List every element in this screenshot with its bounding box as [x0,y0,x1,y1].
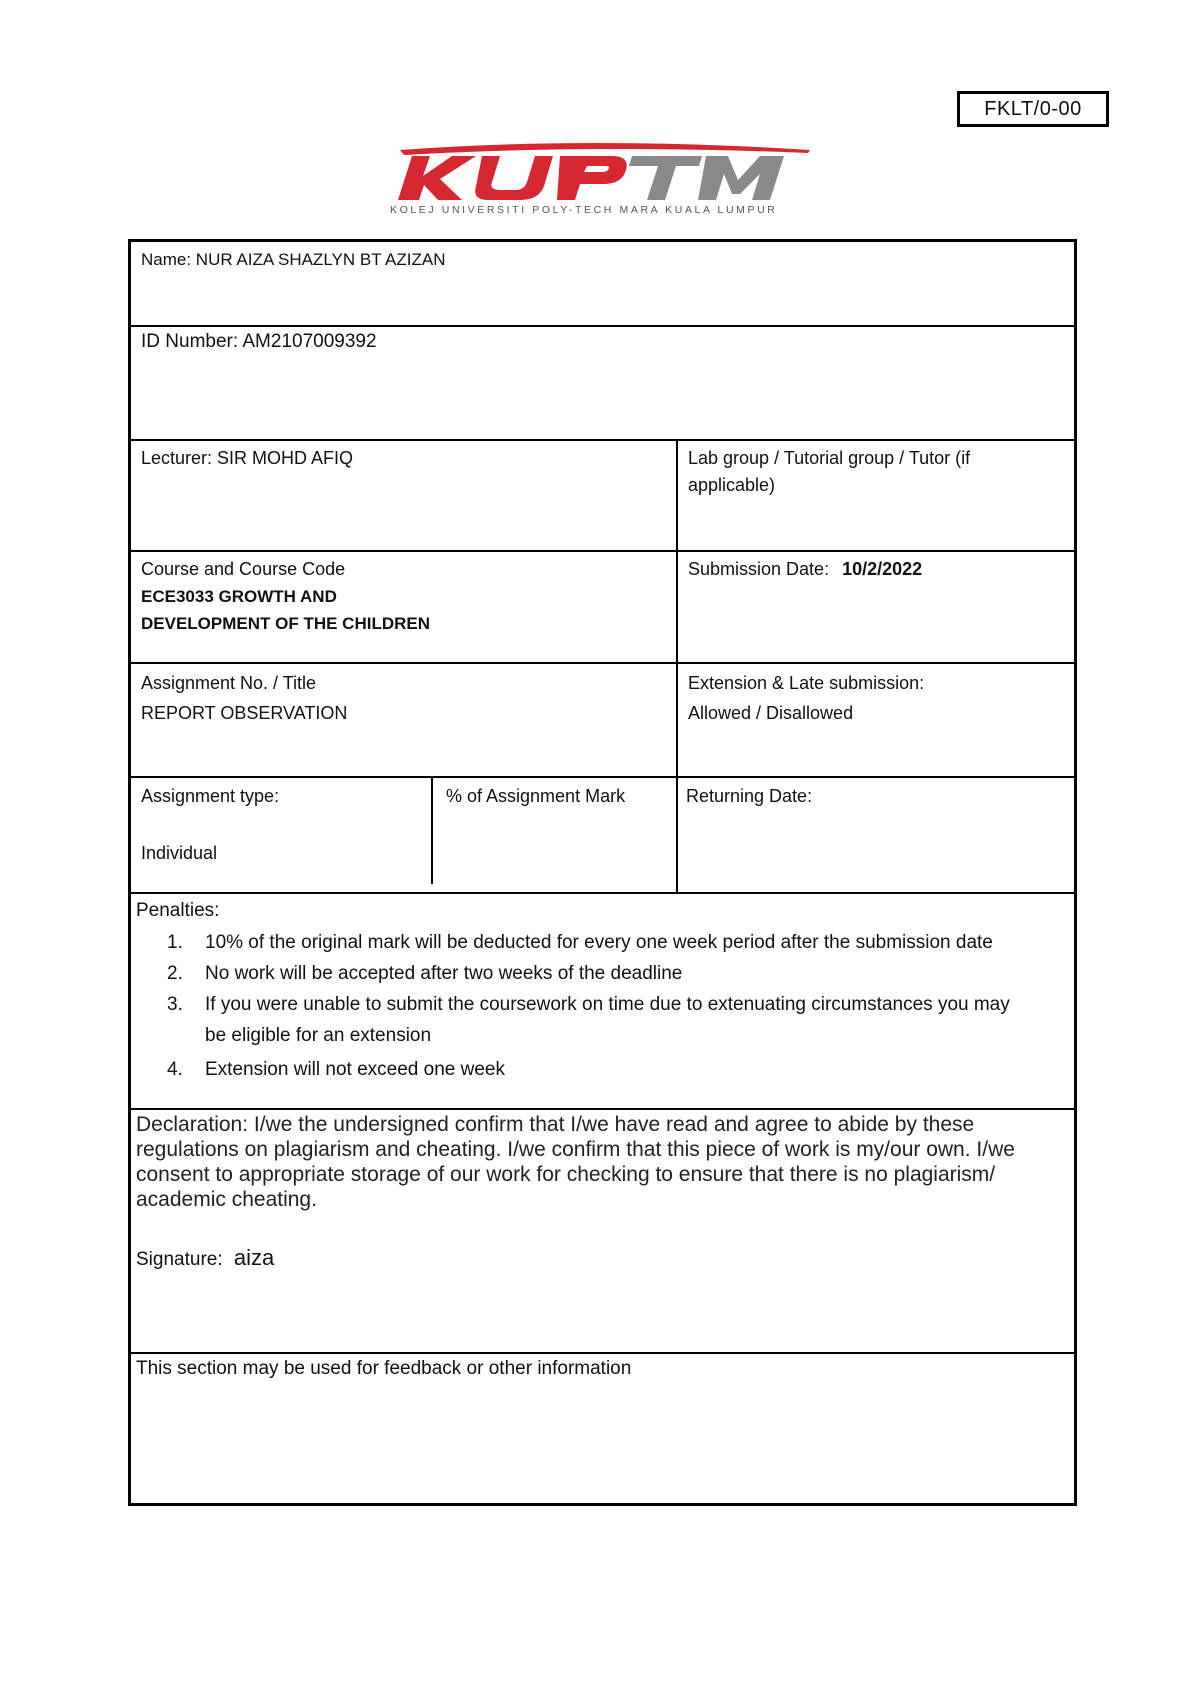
logo-tagline: KOLEJ UNIVERSITI POLY-TECH MARA KUALA LUMPUR [390,204,778,216]
extension-cell [688,668,924,728]
kuptm-logo-graphic [390,142,820,214]
signature-label: Signature: [136,1249,223,1270]
lab-group-label [688,445,970,499]
form-code-box: FKLT/0-00 [957,91,1109,127]
course-cell [141,556,430,637]
assignment-type-label: Assignment type: [141,786,280,806]
divider [131,550,1074,552]
logo-letter-t [629,156,702,200]
id-number-field: ID Number: AM2107009392 [141,331,377,352]
column-divider [676,439,678,892]
logo-letter-p [557,156,627,200]
penalties-list [131,927,1051,1085]
logo-letter-u [475,156,553,200]
divider [131,439,1074,441]
divider [131,662,1074,664]
returning-date-label: Returning Date: [686,786,813,806]
column-divider [431,776,433,884]
penalty-item: 3. If you were unable to submit the coursework on time due to extenuating circumstances you may be eligible for an extension [167,994,1010,1046]
lab-group-line-1: Lab group / Tutorial group / Tutor (if [688,448,971,468]
assignment-mark-label: % of Assignment Mark [446,786,626,806]
signature-value: aiza [233,1245,275,1270]
feedback-note: This section may be used for feedback or other information [136,1358,632,1379]
kuptm-logo [390,142,820,214]
penalty-item: 1. 10% of the original mark will be deducted for every one week period after the submission date [167,932,993,953]
assignment-label: Assignment No. / Title [141,673,317,693]
penalties-heading: Penalties: [136,900,220,921]
signature-line [136,1245,274,1271]
submission-date: 10/2/2022 [842,559,923,579]
penalty-item: 2. No work will be accepted after two weeks of the deadline [167,963,683,984]
assignment-title: REPORT OBSERVATION [141,703,348,723]
course-code-line-1: ECE3033 GROWTH AND [141,587,337,606]
logo-swoosh [400,143,810,155]
divider [131,1108,1074,1110]
course-code-line-2: DEVELOPMENT OF THE CHILDREN [141,614,431,633]
course-label: Course and Course Code [141,559,346,579]
divider [131,776,1074,778]
lab-group-line-2: applicable) [688,475,776,495]
logo-letter-m [698,156,784,200]
assignment-cell [141,668,347,728]
declaration-text: Declaration: I/we the undersigned confirm that I/we have read and agree to abide by these regulations on plagiarism and cheating. I/we confirm that this piece of work is my/our own. I/we consent to appropriate storage of our work for checking to ensure that there is no plagiarism/ academic cheating. [136,1113,1015,1211]
submission-label: Submission Date: [688,559,830,579]
extension-label: Extension & Late submission: [688,673,925,693]
divider [131,1352,1074,1354]
divider [131,892,1074,894]
assignment-type-value: Individual [141,843,218,863]
divider [131,325,1074,327]
cover-sheet-table [128,239,1077,1506]
logo-letter-k [398,156,476,200]
submission-cell [688,556,922,583]
lecturer-field: Lecturer: SIR MOHD AFIQ [141,448,354,468]
penalty-item: 4. Extension will not exceed one week [167,1059,505,1080]
name-field: Name: NUR AIZA SHAZLYN BT AZIZAN [141,250,446,269]
extension-value: Allowed / Disallowed [688,703,854,723]
